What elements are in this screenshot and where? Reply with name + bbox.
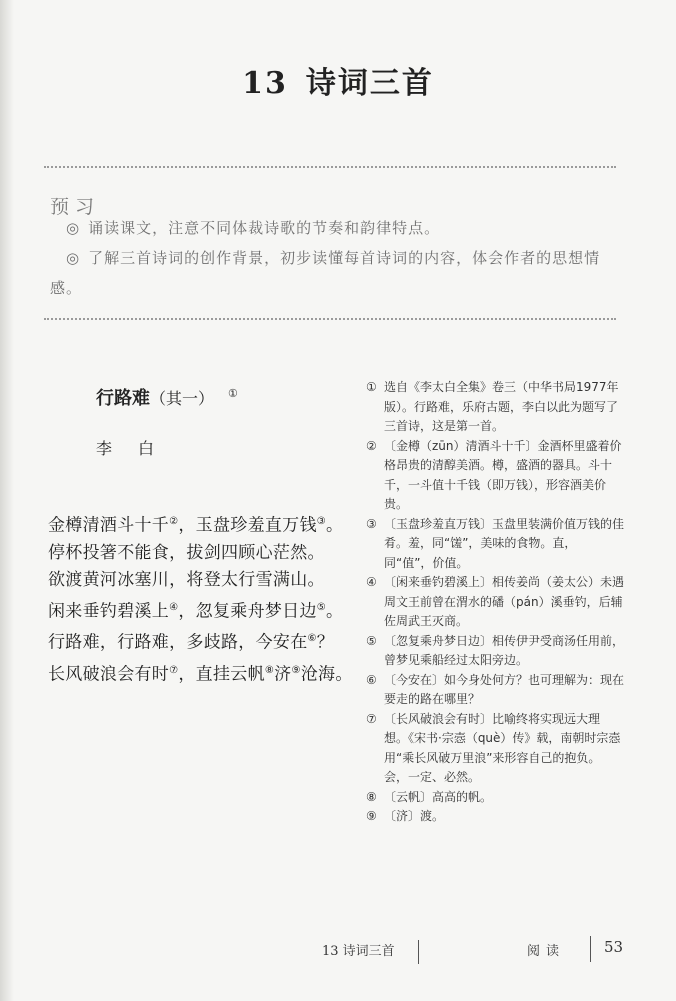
poem-subtitle: （其一） (150, 389, 215, 408)
poem-text: 。 (326, 515, 344, 536)
preview-item-1 (50, 213, 616, 243)
poem-text: ，玉盘珍羞直万钱 (178, 515, 317, 536)
footnote-ref: ⑤ (316, 601, 327, 613)
footnote-item (366, 573, 624, 632)
poem-title-text: 行路难 (96, 388, 150, 409)
footnote-number: ⑥ (366, 672, 377, 687)
poem-title (96, 384, 238, 410)
footnote-ref: ⑨ (291, 664, 301, 676)
poem-author: 李白 (96, 439, 181, 458)
lesson-number: 13 (242, 66, 288, 101)
preview-item-2 (50, 243, 616, 303)
footnote-text: 〔长风破浪会有时〕比喻终将实现远大理想。《宋书·宗悫（què）传》载，南朝时宗悫用“乘长风破万里浪”来形容自己的抱负。会，一定、必然。 (384, 711, 621, 784)
footnote-item (366, 515, 624, 574)
footer-divider (418, 940, 419, 964)
poem-text: 长风破浪会有时 (48, 664, 170, 685)
footnote-number: ① (366, 380, 377, 394)
lesson-title (0, 58, 676, 102)
footnote-text: 〔金樽（zūn）清酒斗十千〕金酒杯里盛着价格昂贵的清醇美酒。樽，盛酒的器具。斗十千，一斗值十千钱（即万钱），形容酒美价贵。 (384, 438, 622, 511)
page-spine-shadow (0, 0, 14, 1001)
poem-text: ？ (316, 632, 335, 653)
footnote-text: 〔济〕渡。 (384, 809, 445, 823)
poem-text: 行路难，行路难，多歧路，今安在 (48, 632, 308, 653)
preview-heading: 预习 (50, 196, 101, 218)
footnote-ref: ③ (316, 516, 327, 527)
footnote-number: ③ (366, 516, 377, 531)
poem-line (48, 594, 348, 626)
poem-line (48, 508, 348, 540)
lesson-title-text: 诗词三首 (305, 66, 434, 101)
footnote-number: ⑤ (366, 633, 377, 648)
footnote-ref: ① (228, 387, 238, 400)
footnote-item (366, 437, 624, 515)
footnote-item (366, 378, 624, 437)
footnote-item (366, 671, 624, 710)
poem-text: 闲来垂钓碧溪上 (48, 601, 170, 622)
poem-text: 。 (326, 601, 344, 622)
footnote-text: 〔今安在〕如今身处何方？也可理解为：现在要走的路在哪里？ (384, 672, 625, 706)
poem-text: 沧海。 (300, 664, 353, 685)
footnote-ref: ⑧ (264, 664, 275, 676)
footnote-number: ⑧ (366, 789, 377, 804)
footnote-number: ② (366, 438, 377, 453)
poem-line (48, 567, 348, 594)
footnote-ref: ⑦ (169, 664, 179, 676)
footnote-text: 选自《李太白全集》卷三（中华书局1977年版）。行路难，乐府古题，李白以此为题写了三首诗，这是第一首。 (384, 380, 619, 433)
poem-line (48, 540, 348, 567)
poem-body (48, 508, 353, 689)
footnote-item (366, 807, 624, 827)
circle-bullet-icon: ◎ (66, 249, 81, 267)
page-footer (0, 940, 676, 964)
footnote-item (366, 632, 624, 671)
poem-text: 欲渡黄河冰塞川，将登太行雪满山。 (48, 569, 325, 590)
footnote-text: 〔玉盘珍羞直万钱〕玉盘里装满价值万钱的佳肴。羞，同“馐”，美味的食物。直，同“值”，价值。 (384, 516, 625, 570)
footnote-number: ⑦ (366, 711, 377, 726)
circle-bullet-icon: ◎ (66, 219, 81, 237)
footer-divider (590, 936, 591, 962)
preview-item-text: 诵读课文，注意不同体裁诗歌的节奏和韵律特点。 (88, 219, 441, 237)
page-number: 53 (604, 938, 624, 956)
dotted-divider-bottom (44, 318, 616, 320)
poem-text: 济 (274, 664, 292, 685)
footnote-item (366, 788, 624, 808)
poem-text: 金樽清酒斗十千 (48, 515, 170, 536)
preview-item-text: 了解三首诗词的创作背景，初步读懂每首诗词的内容，体会作者的思想情感。 (50, 249, 601, 297)
poem-text: ，直挂云帆 (178, 664, 265, 685)
footnote-number: ④ (366, 575, 377, 589)
poem-line (48, 657, 353, 689)
footnote-text: 〔闲来垂钓碧溪上〕相传姜尚（姜太公）未遇周文王前曾在渭水的磻（pán）溪垂钓，后辅佐周武王灭商。 (384, 575, 625, 628)
poem-line (48, 625, 348, 657)
footnote-number: ⑨ (366, 809, 377, 823)
footnote-text: 〔云帆〕高高的帆。 (384, 789, 493, 804)
footer-lesson: 13 诗词三首 (322, 944, 395, 959)
poem-text: 停杯投箸不能食，拔剑四顾心茫然。 (48, 542, 325, 563)
poem-text: ，忽复乘舟梦日边 (178, 601, 317, 622)
footnotes (366, 378, 624, 827)
footnote-item (366, 710, 624, 788)
footnote-ref: ④ (169, 601, 179, 613)
footnote-ref: ⑥ (307, 633, 317, 645)
footer-section: 阅读 (527, 944, 566, 959)
footnote-text: 〔忽复乘舟梦日边〕相传伊尹受商汤任用前，曾梦见乘船经过太阳旁边。 (384, 633, 625, 667)
footnote-ref: ② (169, 516, 179, 527)
dotted-divider-top (44, 166, 616, 168)
